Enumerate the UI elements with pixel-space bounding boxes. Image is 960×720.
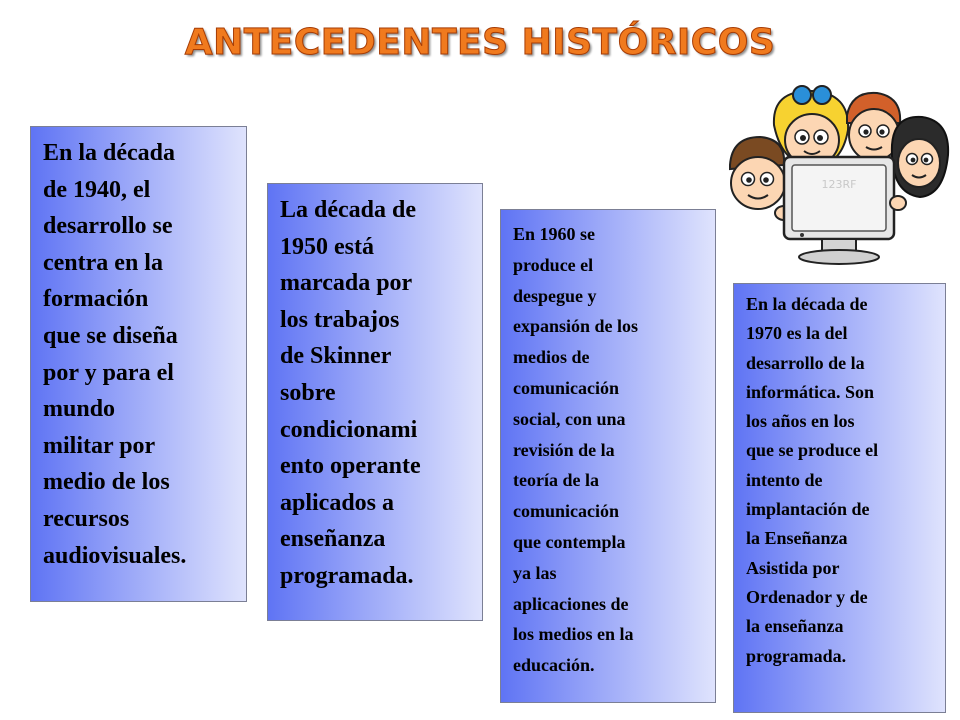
text-box-1970: En la década de 1970 es la del desarrollo de la informática. Son los años en los que se produce el intento de implantación de la Enseñanza Asistida por Ordenador y de la enseñanza programada. xyxy=(733,283,946,713)
kids-computer-clipart-icon xyxy=(722,85,952,270)
text-box-1940: En la década de 1940, el desarrollo se centra en la formación que se diseña por y para el mundo militar por medio de los recursos audiovisuales. xyxy=(30,126,247,602)
watermark-text: 123RF xyxy=(821,178,857,191)
girl-dark-hair-figure xyxy=(892,117,948,197)
girl-blonde-figure xyxy=(774,86,848,167)
computer-monitor-icon xyxy=(784,157,906,264)
text-box-1950: La década de 1950 está marcada por los trabajos de Skinner sobre condicionami ento operante aplicados a enseñanza programada. xyxy=(267,183,483,621)
text-box-1960: En 1960 se produce el despegue y expansión de los medios de comunicación social, con una revisión de la teoría de la comunicación que contempla ya las aplicaciones de los medios en la educación. xyxy=(500,209,716,703)
slide-title: ANTECEDENTES HISTÓRICOS xyxy=(184,22,776,63)
